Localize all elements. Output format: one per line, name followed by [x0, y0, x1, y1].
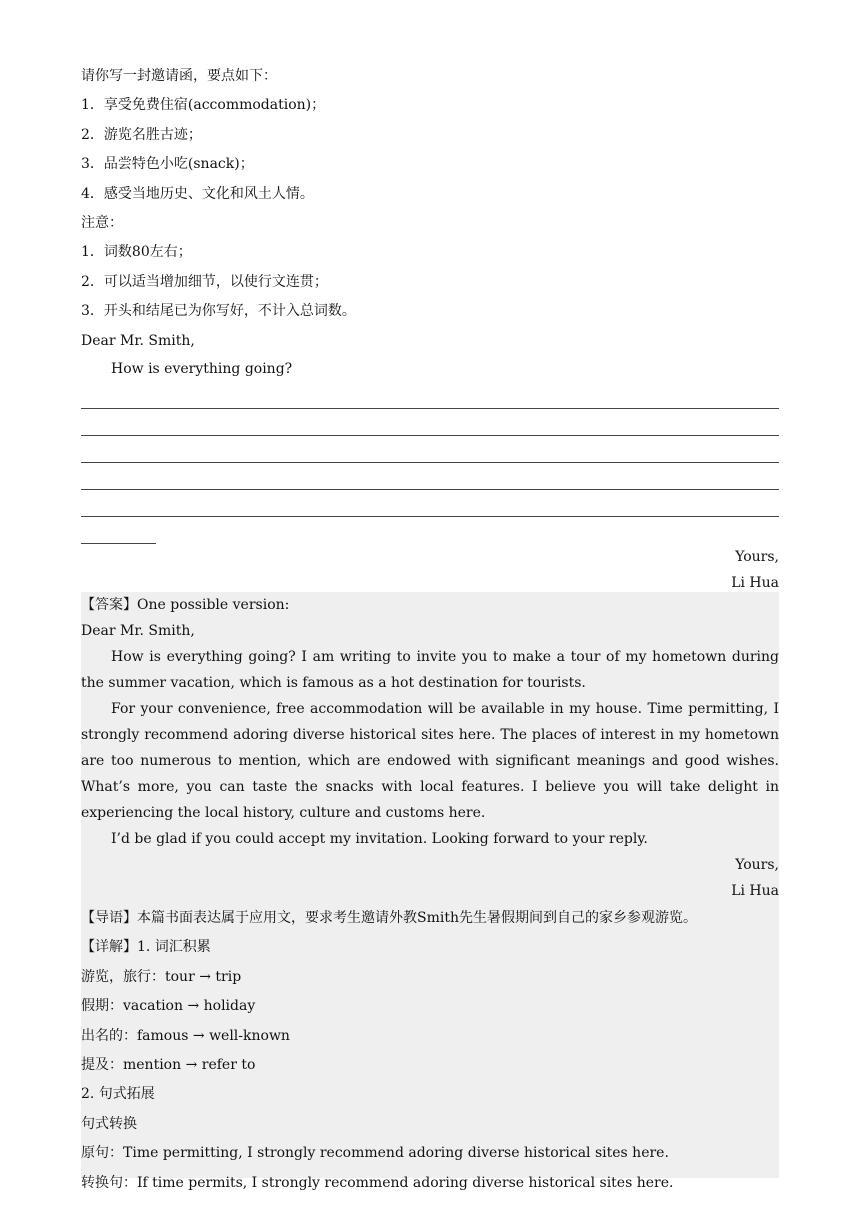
guide-text: 【导语】本篇书面表达属于应用文，要求考生邀请外教Smith先生暑假期间到自己的家乡参观游览。 [81, 910, 697, 926]
vocab-item: 提及：mention → refer to [81, 1056, 256, 1073]
task-point: 4．感受当地历史、文化和风土人情。 [81, 185, 314, 202]
task-intro: 请你写一封邀请函，要点如下： [81, 68, 277, 84]
answer-paragraph: I’d be glad if you could accept my invitation. Looking forward to your reply. [111, 831, 648, 847]
answer-closing: Yours, [735, 857, 779, 873]
task-point: 3．品尝特色小吃(snack)； [81, 156, 254, 173]
task-point: 1．享受免费住宿(accommodation)； [81, 97, 326, 114]
writing-line [81, 409, 779, 436]
letter-closing: Yours, [735, 548, 779, 565]
letter-opening: How is everything going? [111, 360, 293, 377]
converted-sentence: 转换句：If time permits, I strongly recommend adoring diverse historical sites here. [81, 1174, 674, 1191]
vocab-item: 假期：vacation → holiday [81, 998, 256, 1015]
writing-line [81, 382, 779, 409]
answer-salutation: Dear Mr. Smith, [81, 623, 195, 639]
task-section [81, 62, 779, 596]
answer-signature: Li Hua [731, 883, 779, 899]
vocab-item: 出名的：famous → well-known [81, 1027, 290, 1044]
writing-lines [81, 382, 779, 544]
notice-item: 1．词数80左右； [81, 244, 192, 261]
original-sentence: 原句：Time permitting, I strongly recommend adoring diverse historical sites here. [81, 1145, 669, 1162]
notice-label: 注意： [81, 214, 123, 231]
section-heading: 2. 句式拓展 [81, 1086, 155, 1103]
answer-paragraph: For your convenience, free accommodation will be available in my house. Time permitting, I strongly recommend adoring diverse historical sites here. The places of interest in my hometown are too numerous to mention, which are endowed with significant meanings and good wishes. What’s more, you can taste the snacks with local features. I believe you will take delight in experiencing the local history, culture and customs here. [81, 701, 779, 821]
answer-paragraph: How is everything going? I am writing to invite you to make a tour of my hometown during the summer vacation, which is famous as a hot destination for tourists. [81, 649, 779, 691]
task-point: 2．游览名胜古迹； [81, 126, 202, 143]
notice-item: 3．开头和结尾已为你写好，不计入总词数。 [81, 303, 356, 320]
writing-line [81, 436, 779, 463]
vocab-item: 游览，旅行：tour → trip [81, 968, 242, 985]
detail-label: 【详解】1. 词汇积累 [81, 939, 211, 956]
writing-line [81, 490, 779, 517]
letter-signature: Li Hua [731, 574, 779, 591]
answer-section [81, 592, 779, 1198]
section-subheading: 句式转换 [81, 1115, 137, 1132]
writing-line-short [81, 517, 156, 544]
notice-item: 2．可以适当增加细节，以使行文连贯； [81, 273, 328, 290]
letter-salutation: Dear Mr. Smith, [81, 332, 195, 349]
answer-label: 【答案】One possible version: [81, 597, 290, 613]
writing-line [81, 463, 779, 490]
